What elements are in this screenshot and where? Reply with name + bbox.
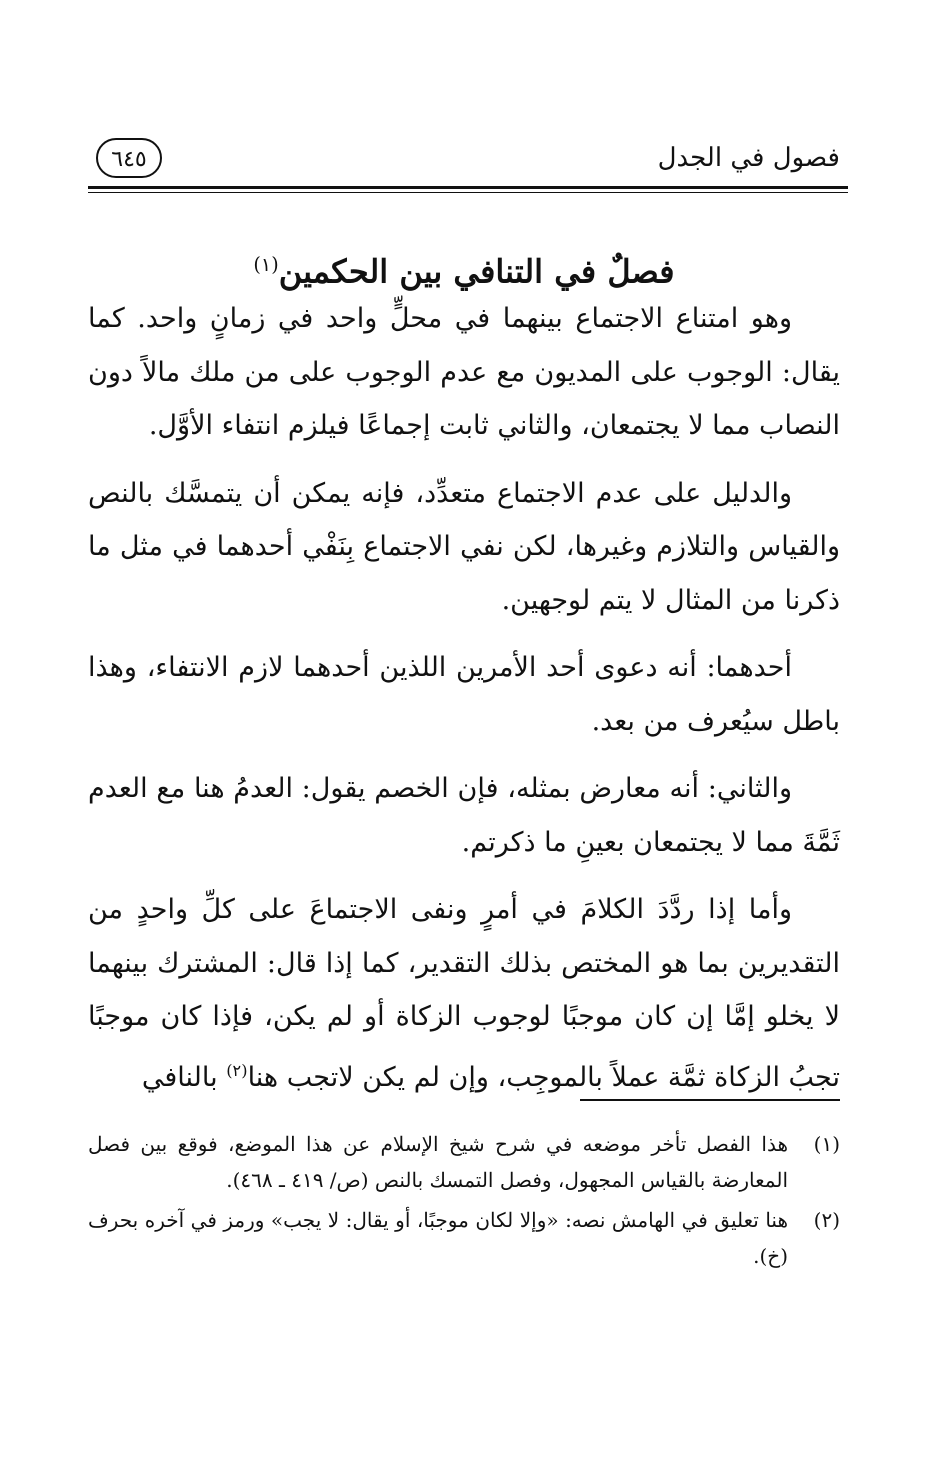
paragraph-5 — [88, 883, 840, 1104]
section-title-text: فصلٌ في التنافي بين الحكمين — [278, 253, 675, 292]
paragraph-2: والدليل على عدم الاجتماع متعدِّد، فإنه يمكن أن يتمسَّك بالنص والقياس والتلازم وغيرها، لكن نفي الاجتماع بِنَفْي أحدهما في مثل ما ذكرنا من المثال لا يتم لوجهين. — [88, 477, 840, 616]
footnote-ref-1[interactable]: (١) — [253, 253, 279, 277]
footnote-text: هذا الفصل تأخر موضعه في شرح شيخ الإسلام عن هذا الموضع، فوقع بين فصل المعارضة بالقياس المجهول، وفصل التمسك بالنص (ص/ ٤١٩ ـ ٤٦٨). — [88, 1132, 788, 1192]
footnote-1 — [88, 1126, 840, 1198]
page-number-badge: ٦٤٥ — [96, 138, 162, 178]
footnote-ref-2[interactable]: (٢) — [226, 1060, 248, 1080]
footnote-number: (١) — [813, 1132, 840, 1156]
footnotes — [88, 1126, 840, 1278]
header-rule-thick — [88, 186, 848, 189]
paragraph-5-text: وأما إذا ردَّدَ الكلامَ في أمرٍ ونفى الاجتماعَ على كلِّ واحدٍ من التقديرين بما هو المختص بذلك التقدير، كما إذا قال: المشترك بينهما لا يخلو إمَّا إن كان موجبًا لوجوب الزكاة أو لم يكن، فإذا كان موجبًا تجبُ الزكاة ثمَّة عملاً بالموجِب، وإن لم يكن لاتجب هنا — [88, 894, 840, 1093]
paragraph-5-tail: بالنافي — [141, 1061, 227, 1093]
footnote-2 — [88, 1202, 840, 1274]
paragraph-4: والثاني: أنه معارض بمثله، فإن الخصم يقول: العدمُ هنا مع العدم ثَمَّةَ مما لا يجتمعان بعينِ ما ذكرتم. — [88, 773, 840, 858]
footnote-separator — [580, 1099, 840, 1101]
running-title: فصول في الجدل — [657, 143, 840, 173]
footnote-text: هنا تعليق في الهامش نصه: «وإلا لكان موجبًا، أو يقال: لا يجب» ورمز في آخره بحرف (خ). — [88, 1208, 788, 1268]
body-text — [88, 292, 840, 1118]
section-title — [88, 243, 840, 294]
paragraph-3: أحدهما: أنه دعوى أحد الأمرين اللذين أحدهما لازم الانتفاء، وهذا باطل سيُعرف من بعد. — [88, 652, 840, 737]
footnote-number: (٢) — [813, 1208, 840, 1232]
paragraph-1: وهو امتناع الاجتماع بينهما في محلٍّ واحد في زمانٍ واحد. كما يقال: الوجوب على المديون مع عدم الوجوب على من ملك مالاً دون النصاب مما لا يجتمعان، والثاني ثابت إجماعًا فيلزم انتفاء الأوَّل. — [88, 303, 841, 441]
header-rule-thin — [88, 192, 848, 193]
